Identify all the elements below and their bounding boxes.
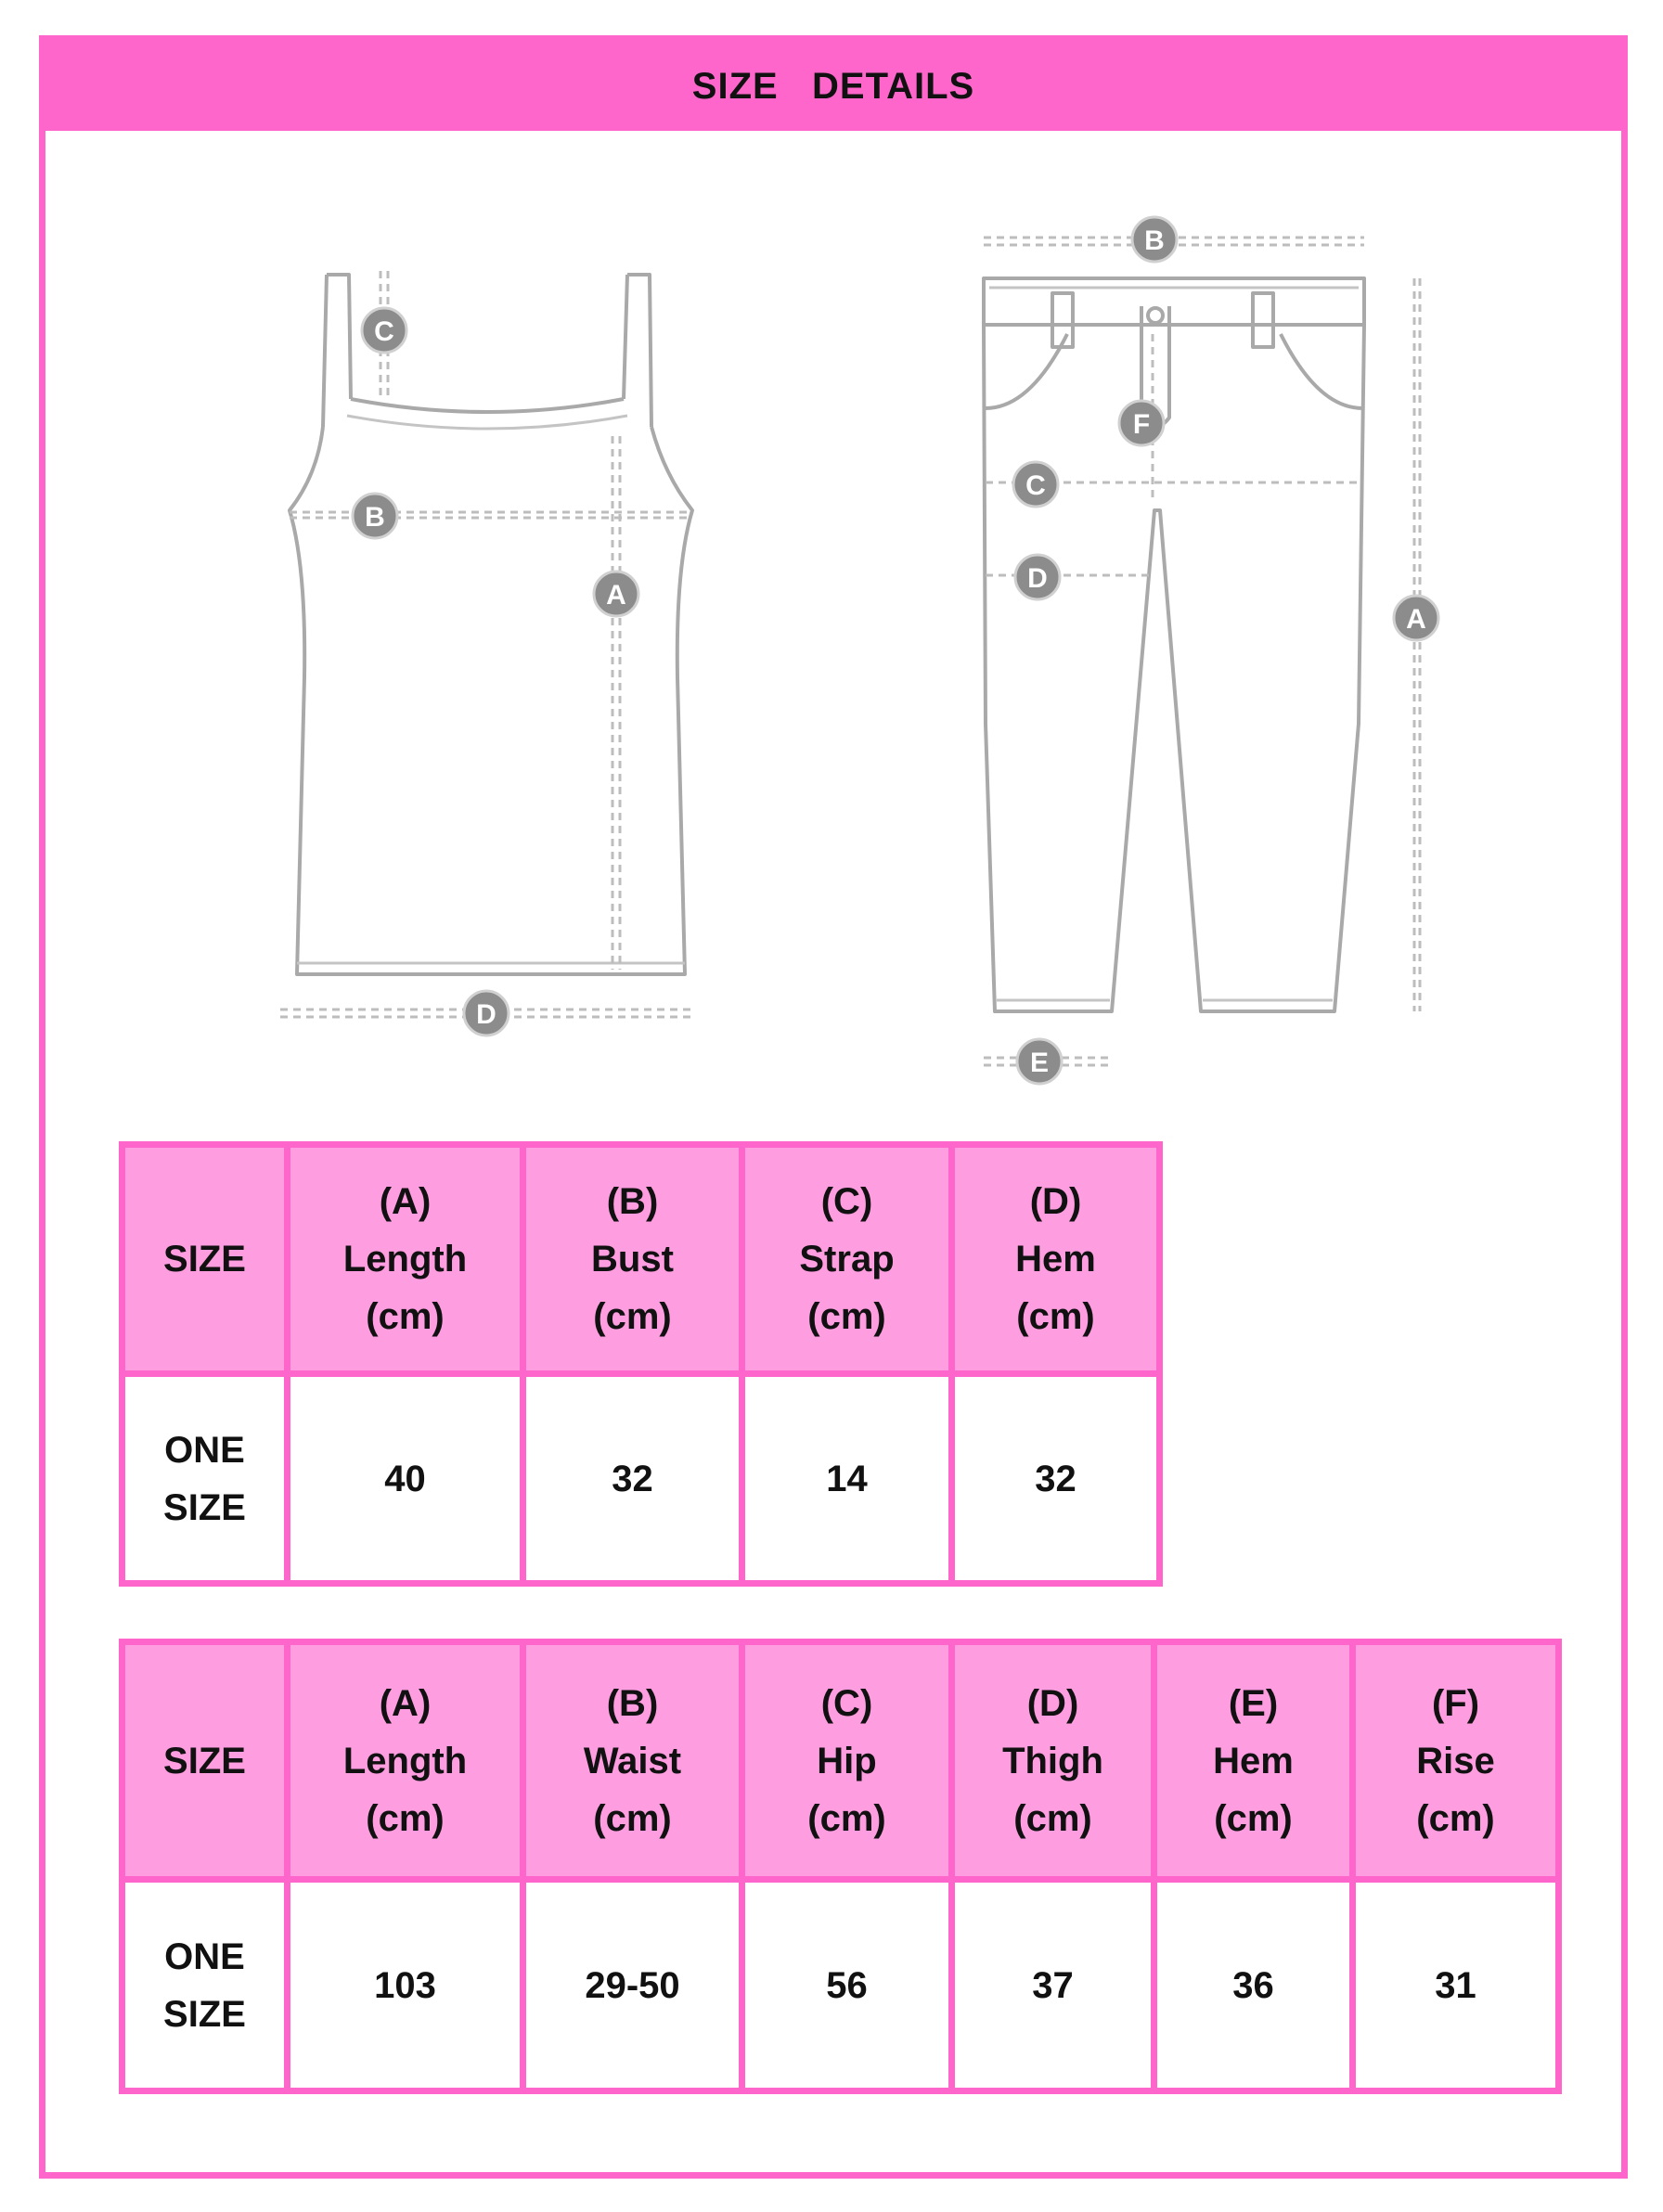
svg-text:C: C [374, 316, 394, 347]
pants-diagram [965, 204, 1448, 1095]
tank-top-diagram [269, 260, 715, 1076]
value-cell-bust: 32 [523, 1374, 742, 1584]
value-cell-strap: 14 [742, 1374, 952, 1584]
marker-b-icon [1132, 217, 1177, 262]
table-header-row [122, 1642, 1559, 1880]
size-header-cell: SIZE [122, 1145, 288, 1374]
column-header-waist: (B) Waist (cm) [523, 1642, 742, 1880]
column-header-hip: (C) Hip (cm) [742, 1642, 952, 1880]
size-cell: ONE SIZE [122, 1374, 288, 1584]
page-title: SIZE DETAILS [691, 65, 975, 107]
column-header-rise: (F) Rise (cm) [1353, 1642, 1559, 1880]
column-header-hem: (E) Hem (cm) [1154, 1642, 1353, 1880]
column-header-length: (A) Length (cm) [288, 1642, 523, 1880]
marker-c-icon [362, 308, 406, 353]
marker-e-icon [1017, 1039, 1062, 1084]
svg-text:A: A [606, 580, 626, 611]
marker-f-icon [1119, 401, 1164, 445]
marker-c-icon [1013, 462, 1058, 507]
table-row [122, 1374, 1160, 1584]
column-header-hem: (D) Hem (cm) [952, 1145, 1160, 1374]
svg-text:F: F [1132, 409, 1151, 440]
svg-text:C: C [1025, 470, 1046, 501]
svg-text:E: E [1029, 1048, 1050, 1078]
svg-text:B: B [1144, 225, 1165, 256]
marker-d-icon [464, 991, 509, 1035]
value-cell-thigh: 37 [952, 1880, 1154, 2091]
svg-text:B: B [365, 502, 385, 533]
size-header-cell: SIZE [122, 1642, 288, 1880]
value-cell-rise: 31 [1353, 1880, 1559, 2091]
marker-a-icon [594, 572, 638, 616]
marker-a-icon [1394, 596, 1438, 640]
marker-b-icon [353, 494, 397, 538]
svg-text:A: A [1406, 604, 1426, 635]
marker-d-icon [1015, 555, 1060, 599]
size-cell: ONE SIZE [122, 1880, 288, 2091]
table-row [122, 1880, 1559, 2091]
svg-text:D: D [476, 999, 496, 1030]
value-cell-length: 40 [288, 1374, 523, 1584]
table-header-row [122, 1145, 1160, 1374]
column-header-strap: (C) Strap (cm) [742, 1145, 952, 1374]
header-bar [45, 42, 1621, 131]
column-header-thigh: (D) Thigh (cm) [952, 1642, 1154, 1880]
value-cell-hem: 32 [952, 1374, 1160, 1584]
value-cell-hem: 36 [1154, 1880, 1353, 2091]
column-header-length: (A) Length (cm) [288, 1145, 523, 1374]
value-cell-length: 103 [288, 1880, 523, 2091]
column-header-bust: (B) Bust (cm) [523, 1145, 742, 1374]
value-cell-waist: 29-50 [523, 1880, 742, 2091]
pants-size-table [119, 1639, 1562, 2094]
value-cell-hip: 56 [742, 1880, 952, 2091]
top-size-table [119, 1141, 1163, 1587]
svg-text:D: D [1027, 563, 1048, 594]
